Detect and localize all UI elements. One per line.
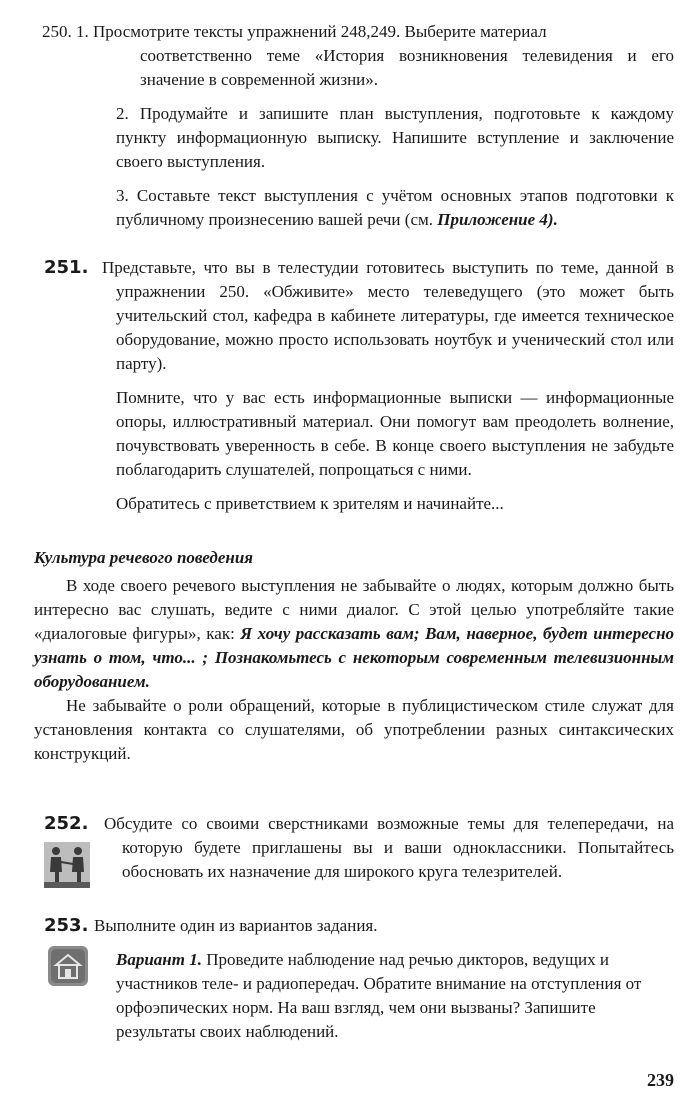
exercise-253-task: Выполните один из вариантов задания.	[94, 916, 378, 935]
exercise-253	[44, 914, 644, 1044]
exercise-250-item-2-number: 2.	[116, 104, 129, 123]
exercise-250-item-3-number: 3.	[116, 186, 129, 205]
exercise-252-number: 252.	[44, 813, 89, 834]
exercise-253-variant-1	[116, 948, 644, 1044]
exercise-251-paragraph-3: Обратитесь с приветствием к зрителям и начинайте...	[116, 494, 504, 513]
exercise-251-paragraph-1: Представьте, что вы в телестудии готовитесь выступить по теме, данной в упражнении 250. «Обживите» место телеведущего (это может быть учительский стол, кафедра в кабинете литературы, где имеется техническое оборудование, можно просто использовать ноутбук и ученический стол или парту).	[102, 258, 674, 373]
section-title: Культура речевого поведения	[34, 548, 254, 567]
exercise-250-item-3-text: Составьте текст выступления с учётом основных этапов подготовки к публичному произнесению вашей речи (см.	[116, 186, 674, 229]
discussion-figures-icon	[44, 842, 90, 888]
exercise-252-text: Обсудите со своими сверстниками возможные темы для телепередачи, на которую будете приглашены вы и ваши одноклассники. Попытайтесь обосновать их назначение для широкого круга телезрителей.	[104, 814, 674, 881]
exercise-251-paragraph-2: Помните, что у вас есть информационные выписки — информационные опоры, иллюстративный материал. Они помогут вам преодолеть волнение, почувствовать уверенность в себе. В конце своего выступления не забудьте поблагодарить слушателей, попрощаться с ними.	[116, 388, 674, 479]
speech-culture-paragraph-2: Не забывайте о роли обращений, которые в публицистическом стиле служат для установления контакта со слушателями, об употреблении разных синтаксических конструкций.	[34, 696, 674, 763]
speech-culture-section	[34, 546, 674, 766]
dialogue-figures-examples: Я хочу рассказать вам; Вам, наверное, будет интересно узнать о том, что... ; Познакомьтесь с некоторым современным телевизионным оборудованием.	[34, 624, 675, 691]
exercise-250-number: 250.	[42, 22, 72, 41]
exercise-250-item-1-rest: соответственно теме «История возникновения телевидения и его значение в современной жизни».	[140, 46, 674, 89]
exercise-250-item-3	[116, 184, 674, 232]
exercise-251	[44, 256, 674, 516]
exercise-250	[42, 20, 674, 232]
page-number: 239	[647, 1070, 674, 1090]
house-icon	[48, 946, 88, 986]
variant-1-text: Проведите наблюдение над речью дикторов, ведущих и участников теле- и радиопередач. Обратите внимание на отступления от орфоэпических норм. На ваш взгляд, чем они вызваны? Запишите результаты своих наблюдений.	[116, 950, 642, 1041]
speech-culture-paragraph-1	[34, 574, 674, 694]
exercise-251-number: 251.	[44, 257, 89, 278]
exercise-250-item-3-appendix-ref: Приложение 4).	[437, 210, 558, 229]
exercise-250-item-1-lead: 1. Просмотрите тексты упражнений 248,249. Выберите материал	[76, 22, 547, 41]
exercise-253-number: 253.	[44, 915, 89, 936]
speech-culture-paragraph-1-text: В ходе своего речевого выступления не забывайте о людях, которым должно быть интересно вас слушать, ведите с ними диалог. С этой целью употребляйте такие «диалоговые фигуры», как:	[34, 576, 674, 643]
exercise-250-first-line	[42, 20, 674, 44]
exercise-250-item-2-text: Продумайте и запишите план выступления, подготовьте к каждому пункту информационную выписку. Напишите вступление и заключение своего выступления.	[116, 104, 675, 171]
variant-1-label: Вариант 1.	[116, 950, 202, 969]
exercise-252	[44, 812, 674, 884]
exercise-250-item-2	[116, 102, 674, 174]
